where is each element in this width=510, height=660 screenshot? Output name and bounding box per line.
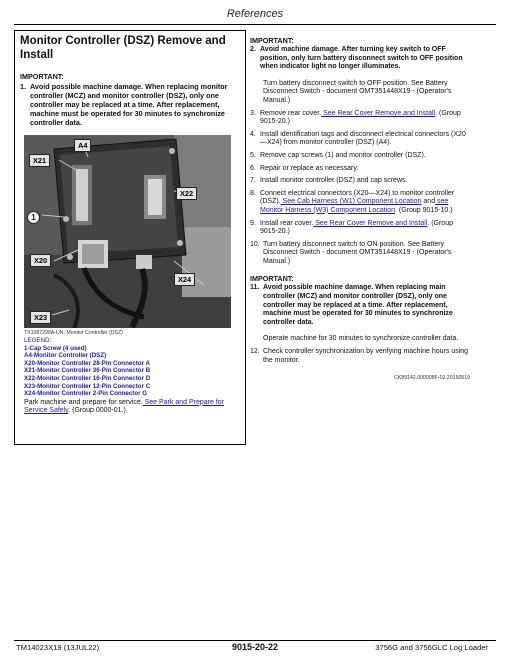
step-8 xyxy=(250,190,470,216)
page-header: References xyxy=(226,8,284,20)
important-item-text: Avoid possible machine damage. When replacing monitor controller (MCZ) and monitor controller (DSZ), only one controller may be replaced at a time. After replacement, machine must be operated for 30 minutes to synchronize controller data. xyxy=(30,82,228,127)
step-number: 6. xyxy=(250,164,256,172)
header-rule xyxy=(14,24,496,25)
step-number: 4. xyxy=(250,130,256,138)
monitor-controller-photo xyxy=(24,135,231,328)
rear-cover-link-2[interactable]: See Rear Cover Remove and Install xyxy=(313,219,428,227)
step-11 xyxy=(250,284,470,327)
legend-item: X24-Monitor Controller 2-Pin Connector G xyxy=(24,390,148,398)
step-text: Connect electrical connectors (X20—X24) to monitor controller (DSZ). xyxy=(260,189,455,206)
step-4 xyxy=(250,131,470,148)
callout-1: 1 xyxy=(27,211,40,224)
step-number: 10. xyxy=(250,240,260,248)
important-label-3: IMPORTANT: xyxy=(250,274,294,284)
legend-item: X21-Monitor Controller 36-Pin Connector B xyxy=(24,367,151,375)
step-suffix: . (Group 9015-20.) xyxy=(260,219,453,236)
step-text: Avoid machine damage. After turning key switch to OFF position, only turn battery disconnect switch to OFF position when indicator light no longer illuminates. xyxy=(260,46,463,71)
step-number: 12. xyxy=(250,348,260,356)
step-12 xyxy=(250,348,470,365)
machine-model: 3756G and 3756GLC Log Loader xyxy=(375,643,488,652)
step-number: 3. xyxy=(250,109,256,117)
figure-caption: TX1087298A-UN: Monitor Controller (DSZ) xyxy=(24,330,123,336)
important-item xyxy=(20,82,240,127)
label-x20: X20 xyxy=(30,254,51,267)
step-6 xyxy=(250,165,470,174)
battery-off-instruction: Turn battery disconnect switch to OFF position. See Battery Disconnect Switch - document OMT351448X19 - (Operator's Manual.) xyxy=(263,79,452,104)
step-text: Avoid possible machine damage. When replacing main controller (MCZ) and monitor controller (DSZ), only one controller may be replaced at a time. After replacement, machine must be operated for 30 minutes to synchronize controller data. xyxy=(263,284,453,326)
step-text: Install monitor controller (DSZ) and cap screws. xyxy=(260,177,408,185)
step-3 xyxy=(250,110,470,127)
step-text: Remove cap screws (1) and monitor controller (DSZ). xyxy=(260,151,426,159)
park-suffix: . (Group 0000-01.) xyxy=(68,407,126,415)
manual-id: TM14023X19 (13JUL22) xyxy=(16,643,100,652)
step-text: Repair or replace as necessary. xyxy=(260,164,359,172)
park-instruction xyxy=(24,399,240,416)
legend-item: X22-Monitor Controller 16-Pin Connector D xyxy=(24,374,151,382)
reference-code: CK89142,000008F-19-20150519 xyxy=(394,375,470,382)
label-x21: X21 xyxy=(29,154,50,167)
step-text: Turn battery disconnect switch to ON position. See Battery Disconnect Switch - document OMT351448X19 - (Operator's Manual.) xyxy=(263,240,452,265)
step-10 xyxy=(250,241,470,267)
legend-item: X20-Monitor Controller 28-Pin Connector A xyxy=(24,359,150,367)
step-number: 2. xyxy=(250,46,256,53)
step-7 xyxy=(250,177,470,186)
footer-rule xyxy=(14,640,496,641)
step-text: Check controller synchronization by verifying machine hours using the monitor. xyxy=(263,348,469,364)
legend-item: X23-Monitor Controller 12-Pin Connector C xyxy=(24,382,151,390)
legend-item: 1-Cap Screw (4 used) xyxy=(24,344,87,352)
step-2 xyxy=(250,46,470,72)
step-9 xyxy=(250,220,470,237)
label-x23: X23 xyxy=(30,311,51,324)
step-text: Install rear cover. xyxy=(260,219,314,227)
step-text: Install identification tags and disconnect electrical connectors (X20—X24) from monitor controller (DSZ) (A4). xyxy=(260,130,466,147)
step-suffix: . (Group 9015-20.) xyxy=(260,109,461,126)
rear-cover-link[interactable]: See Rear Cover Remove and Install xyxy=(321,109,436,117)
label-x22: X22 xyxy=(176,187,197,200)
step-5 xyxy=(250,152,470,161)
step-number: 11. xyxy=(250,284,260,292)
section-title: Monitor Controller (DSZ) Remove and Install xyxy=(20,35,226,61)
cab-harness-link[interactable]: See Cab Harness (W1) Component Location xyxy=(280,198,422,206)
page-number: 9015-20-22 xyxy=(231,642,279,652)
park-text: Park machine and prepare for service. xyxy=(24,398,143,406)
procedure-box xyxy=(14,30,246,445)
operate-instruction: Operate machine for 30 minutes to synchronize controller data. xyxy=(263,335,459,343)
legend-item: A4-Monitor Controller (DSZ) xyxy=(24,352,107,360)
step-number: 9. xyxy=(250,219,256,227)
steps-column xyxy=(250,36,470,381)
legend-title: LEGEND: xyxy=(24,337,52,344)
important-item-number: 1. xyxy=(20,82,26,91)
controller-illustration xyxy=(24,135,231,328)
legend xyxy=(24,337,240,398)
step-number: 5. xyxy=(250,151,256,159)
label-x24: X24 xyxy=(174,273,195,286)
step-text: Remove rear cover. xyxy=(260,109,322,117)
step-number: 7. xyxy=(250,177,256,185)
step-connector: and xyxy=(421,198,436,206)
monitor-harness-link[interactable]: see Monitor Harness (W3) Component Location xyxy=(260,198,449,214)
step-suffix: . (Group 9015-10.) xyxy=(395,206,453,214)
label-a4: A4 xyxy=(74,139,91,152)
step-number: 8. xyxy=(250,189,256,197)
important-label-2: IMPORTANT: xyxy=(250,36,294,45)
important-label: IMPORTANT: xyxy=(20,72,64,81)
park-safety-link[interactable]: See Park and Prepare for Service Safely xyxy=(24,398,224,415)
